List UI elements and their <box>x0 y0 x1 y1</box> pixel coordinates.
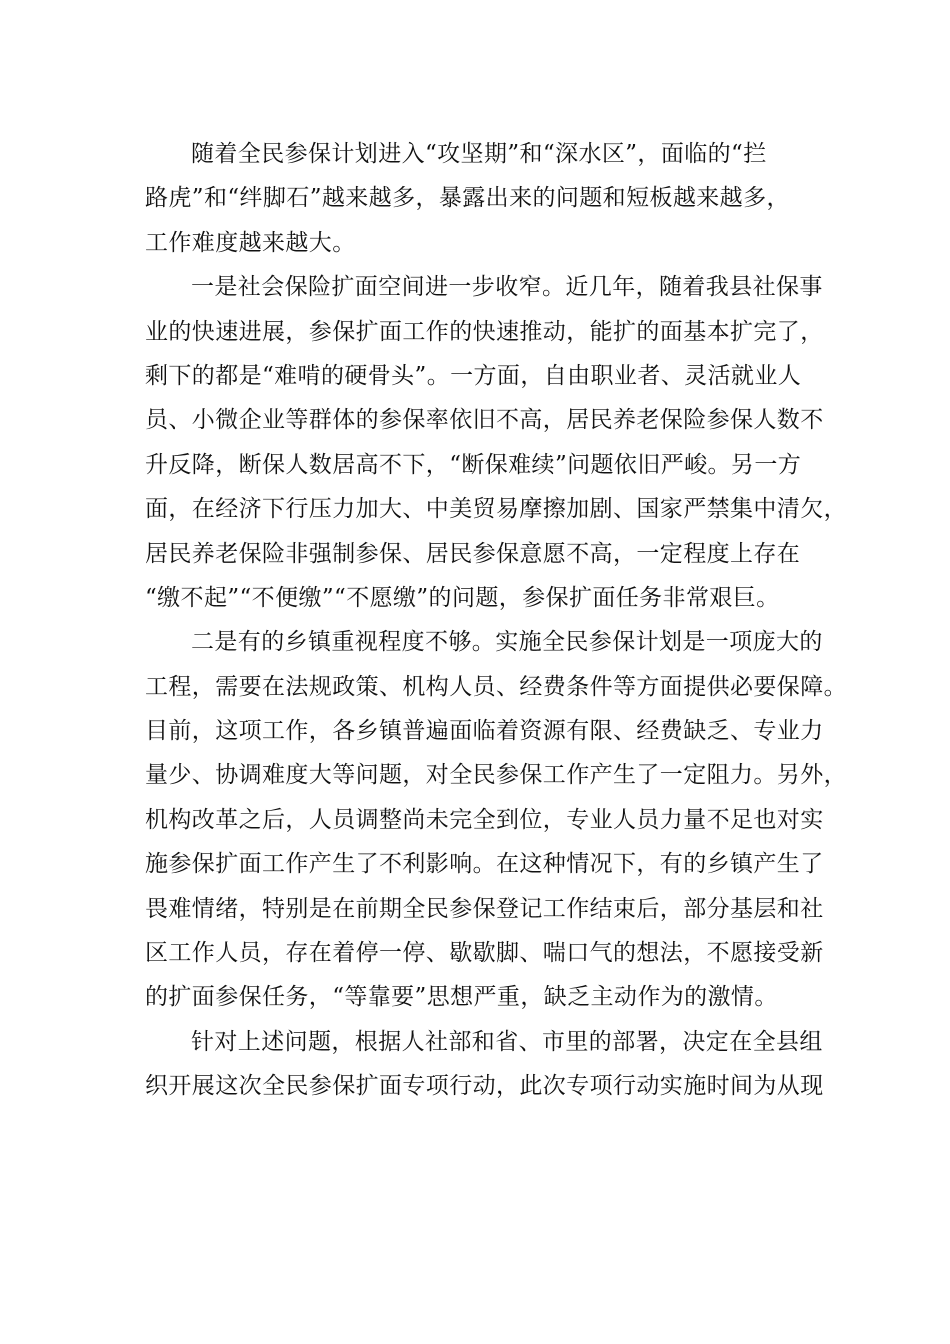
text-line: 量少、协调难度大等问题，对全民参保工作产生了一定阻力。另外， <box>145 762 847 789</box>
text-line: 随着全民参保计划进入“攻坚期”和“深水区”，面临的“拦 <box>191 141 767 167</box>
text-line: 目前，这项工作，各乡镇普遍面临着资源有限、经费缺乏、专业力 <box>145 718 824 745</box>
text-line: 区工作人员，存在着停一停、歇歇脚、喘口气的想法，不愿接受新 <box>145 940 824 967</box>
text-line: 剩下的都是“难啃的硬骨头”。一方面，自由职业者、灵活就业人 <box>145 362 802 389</box>
text-line: 施参保扩面工作产生了不利影响。在这种情况下，有的乡镇产生了 <box>145 851 824 878</box>
text-line: 路虎”和“绊脚石”越来越多，暴露出来的问题和短板越来越多， <box>145 185 790 212</box>
text-line: 员、小微企业等群体的参保率依旧不高，居民养老保险参保人数不 <box>145 407 824 434</box>
text-line: 居民养老保险非强制参保、居民参保意愿不高，一定程度上存在 <box>145 540 801 567</box>
text-line: 工作难度越来越大。 <box>145 229 356 256</box>
text-line: 机构改革之后，人员调整尚未完全到位，专业人员力量不足也对实 <box>145 806 824 833</box>
text-line: 的扩面参保任务，“等靠要”思想严重，缺乏主动作为的激情。 <box>145 984 778 1011</box>
text-line: 畏难情绪，特别是在前期全民参保登记工作结束后，部分基层和社 <box>145 895 824 922</box>
document-body <box>145 132 847 1109</box>
text-line: 织开展这次全民参保扩面专项行动，此次专项行动实施时间为从现 <box>145 1073 824 1100</box>
paragraph <box>145 132 813 265</box>
text-line: 二是有的乡镇重视程度不够。实施全民参保计划是一项庞大的 <box>191 629 823 656</box>
text-line: 工程，需要在法规政策、机构人员、经费条件等方面提供必要保障。 <box>145 673 847 700</box>
text-line: “缴不起”“不便缴”“不愿缴”的问题，参保扩面任务非常艰巨。 <box>145 584 780 611</box>
text-line: 面，在经济下行压力加大、中美贸易摩擦加剧、国家严禁集中清欠， <box>145 496 847 523</box>
paragraph <box>145 1020 824 1109</box>
paragraph <box>145 265 847 620</box>
text-line: 升反降，断保人数居高不下，“断保难续”问题依旧严峻。另一方 <box>145 451 802 478</box>
paragraph <box>145 620 847 1020</box>
text-line: 业的快速进展，参保扩面工作的快速推动，能扩的面基本扩完了， <box>145 318 824 345</box>
text-line: 一是社会保险扩面空间进一步收窄。近几年，随着我县社保事 <box>191 274 823 301</box>
text-line: 针对上述问题，根据人社部和省、市里的部署，决定在全县组 <box>191 1028 823 1055</box>
